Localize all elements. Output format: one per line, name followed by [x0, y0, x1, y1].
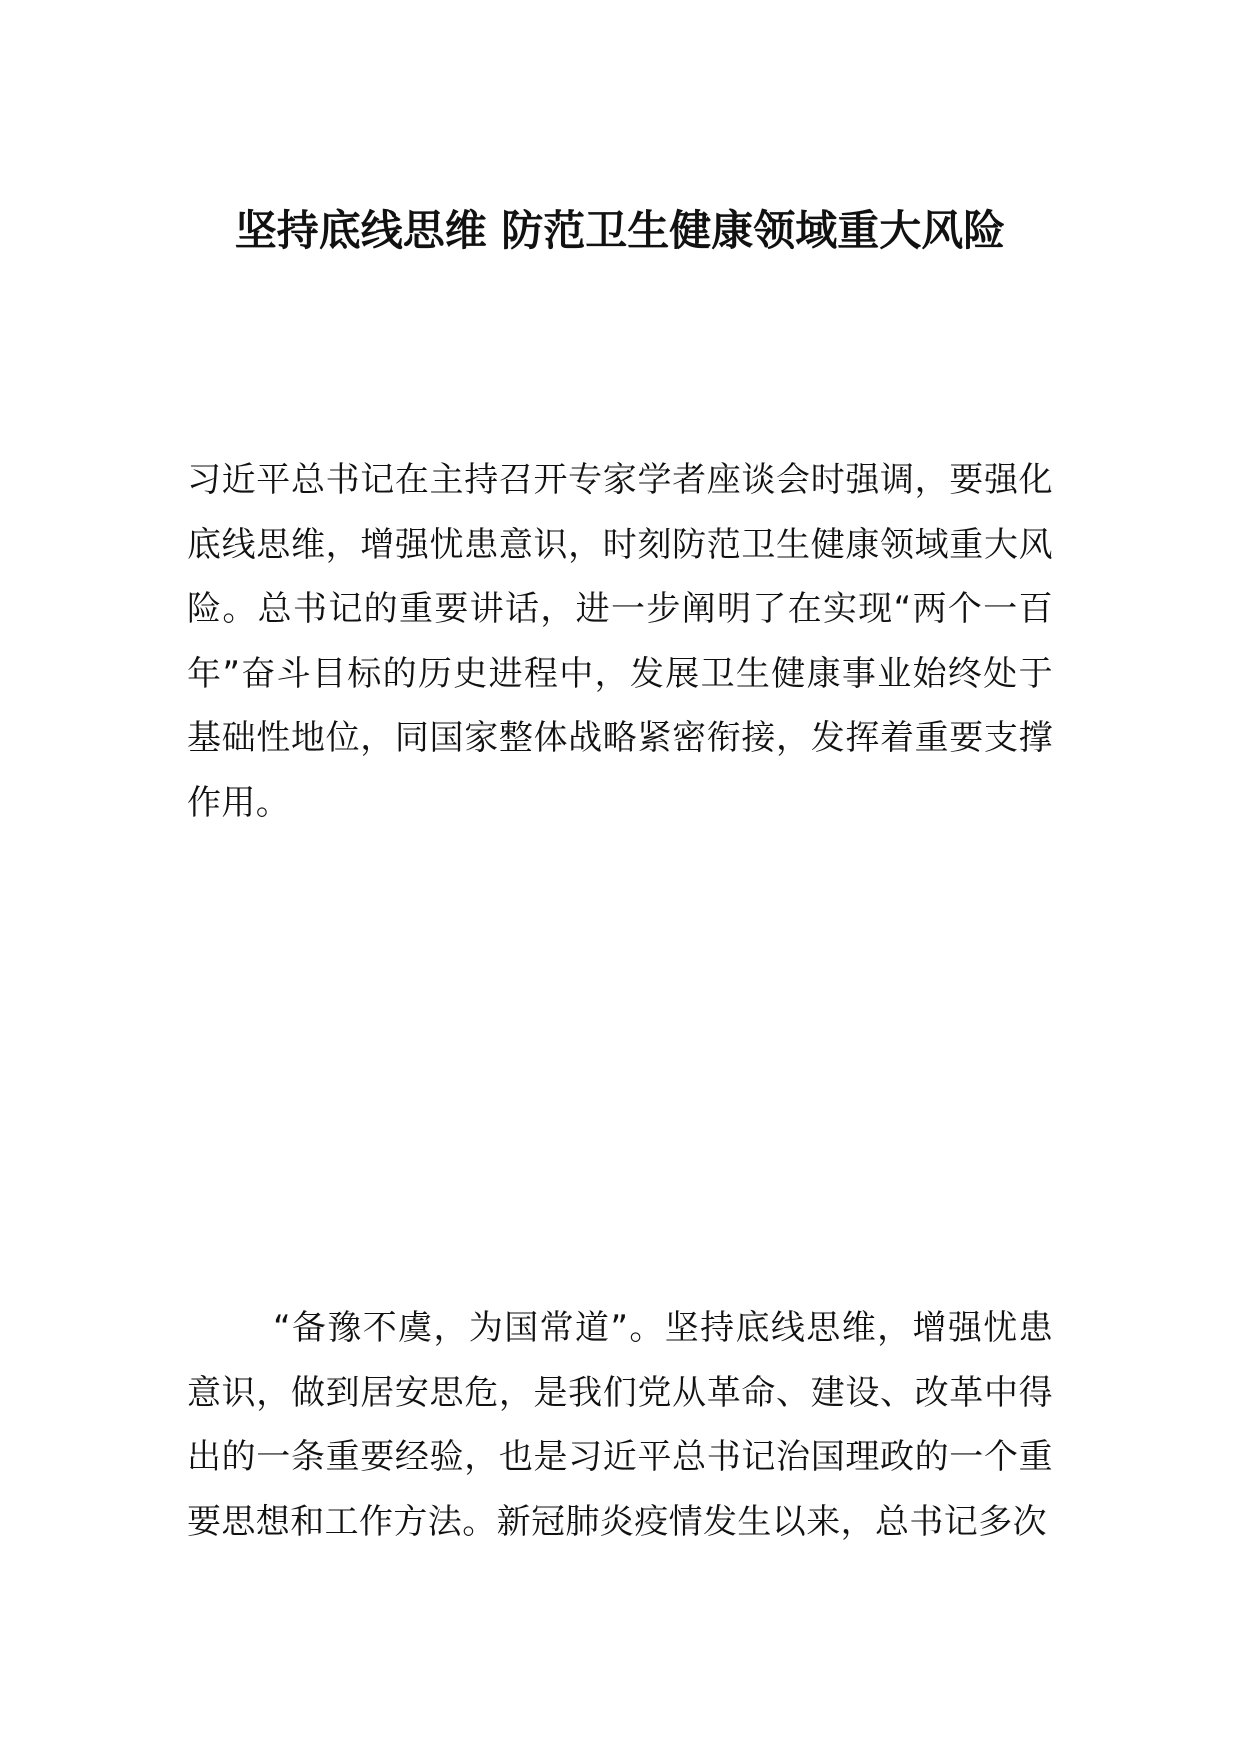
document-title: 坚持底线思维 防范卫生健康领域重大风险: [234, 206, 1006, 255]
paragraph-second: “备豫不虞，为国常道”。坚持底线思维，增强忧患意识，做到居安思危，是我们党从革命、建设、改革中得出的一条重要经验，也是习近平总书记治国理政的一个重要思想和工作方法。新冠肺炎疫情发生以来，总书记多次: [187, 1308, 1053, 1542]
paragraph-intro: 习近平总书记在主持召开专家学者座谈会时强调，要强化底线思维，增强忧患意识，时刻防范卫生健康领域重大风险。总书记的重要讲话，进一步阐明了在实现“两个一百年”奋斗目标的历史进程中，发展卫生健康事业始终处于基础性地位，同国家整体战略紧密衔接，发挥着重要支撑作用。: [187, 460, 1053, 823]
